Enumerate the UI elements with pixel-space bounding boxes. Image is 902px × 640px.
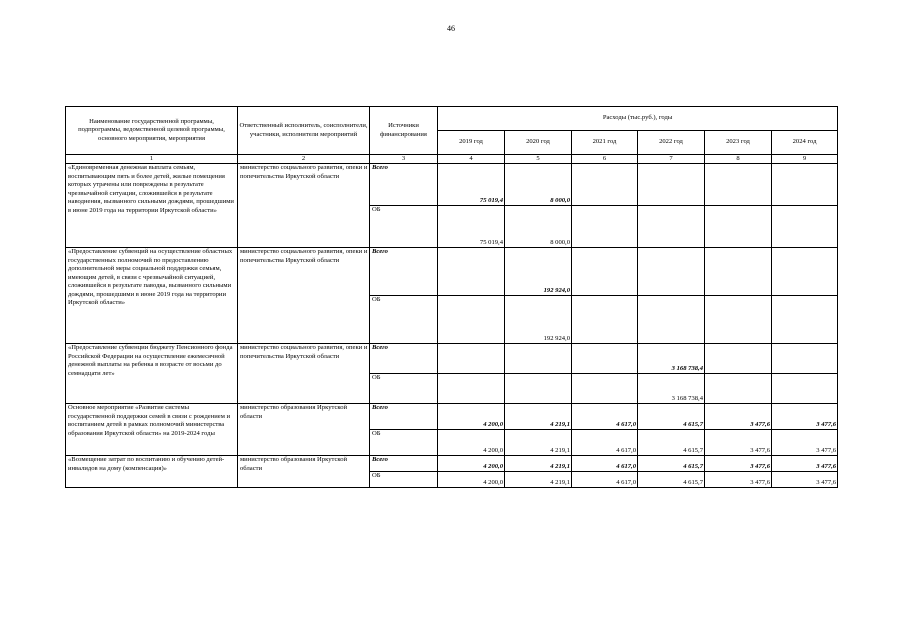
ob-value [572,374,638,404]
total-value: 3 477,6 [772,456,838,472]
page-number: 46 [447,24,455,33]
ob-value [705,374,772,404]
ob-value: 4 200,0 [438,472,505,488]
total-value: 4 200,0 [438,404,505,430]
ob-value [772,206,838,248]
header-year: 2022 год [638,131,705,155]
financing-table [65,106,838,488]
total-value [772,248,838,296]
ob-value [438,296,505,344]
ob-value: 4 200,0 [438,430,505,456]
source-ob-label: ОБ [370,472,438,488]
header-name: Наименование государственной программы, подпрограммы, ведомственной целевой программы, основного мероприятия, мероприятия [66,107,238,155]
ob-value [638,206,705,248]
total-value [572,164,638,206]
program-executor: министерство образования Иркутской области [238,456,370,488]
total-value [505,344,572,374]
column-number: 4 [438,155,505,164]
program-name: «Предоставление субвенции бюджету Пенсионного фонда Российской Федерации на осуществление ежемесячной денежной выплаты на ребенка в возрасте от восьми до семнадцати лет» [66,344,238,404]
header-year: 2020 год [505,131,572,155]
total-value [438,248,505,296]
total-value [572,248,638,296]
total-value: 75 019,4 [438,164,505,206]
ob-value: 8 000,0 [505,206,572,248]
column-number: 8 [705,155,772,164]
ob-value: 3 477,6 [772,472,838,488]
ob-value [572,296,638,344]
total-value: 3 477,6 [705,404,772,430]
source-ob-label: ОБ [370,374,438,404]
total-value: 192 924,0 [505,248,572,296]
ob-value: 4 617,0 [572,472,638,488]
ob-value [772,374,838,404]
ob-value: 75 019,4 [438,206,505,248]
ob-value: 3 168 738,4 [638,374,705,404]
program-row [66,164,838,206]
total-value [772,164,838,206]
column-number: 6 [572,155,638,164]
ob-value [772,296,838,344]
ob-value: 3 477,6 [705,430,772,456]
total-value: 4 615,7 [638,456,705,472]
total-value [572,344,638,374]
column-number: 7 [638,155,705,164]
ob-value: 4 617,0 [572,430,638,456]
source-total-label: Всего [370,404,438,430]
total-value [705,344,772,374]
ob-value: 4 615,7 [638,430,705,456]
header-expenses: Расходы (тыс.руб.), годы [438,107,838,131]
total-value [705,164,772,206]
ob-value [705,206,772,248]
source-ob-label: ОБ [370,296,438,344]
program-row [66,248,838,296]
total-value [772,344,838,374]
ob-value: 4 219,1 [505,430,572,456]
total-value [638,164,705,206]
program-name: Основное мероприятие «Развитие системы государственной поддержки семей в связи с рождением и воспитанием детей в рамках полномочий министерства образования Иркутской области» на 2019-2024 годы [66,404,238,456]
total-value: 4 617,0 [572,456,638,472]
program-row [66,344,838,374]
header-year: 2021 год [572,131,638,155]
column-number: 1 [66,155,238,164]
ob-value [705,296,772,344]
program-executor: министерство социального развития, опеки и попечительства Иркутской области [238,164,370,248]
column-number: 5 [505,155,572,164]
total-value [438,344,505,374]
source-total-label: Всего [370,164,438,206]
total-value: 3 168 738,4 [638,344,705,374]
header-year: 2024 год [772,131,838,155]
header-executor: Ответственный исполнитель, соисполнители, участники, исполнители мероприятий [238,107,370,155]
total-value: 4 615,7 [638,404,705,430]
total-value: 3 477,6 [772,404,838,430]
source-total-label: Всего [370,248,438,296]
total-value: 8 000,0 [505,164,572,206]
program-row [66,404,838,430]
program-name: «Возмещение затрат по воспитанию и обучению детей-инвалидов на дому (компенсация)» [66,456,238,488]
ob-value [638,296,705,344]
source-ob-label: ОБ [370,206,438,248]
total-value: 4 219,1 [505,456,572,472]
source-ob-label: ОБ [370,430,438,456]
source-total-label: Всего [370,456,438,472]
header-source: Источники финансирования [370,107,438,155]
total-value: 4 219,1 [505,404,572,430]
total-value: 4 200,0 [438,456,505,472]
source-total-label: Всего [370,344,438,374]
ob-value: 3 477,6 [772,430,838,456]
ob-value [572,206,638,248]
ob-value: 192 924,0 [505,296,572,344]
total-value: 3 477,6 [705,456,772,472]
ob-value [505,374,572,404]
program-executor: министерство социального развития, опеки и попечительства Иркутской области [238,248,370,344]
ob-value: 3 477,6 [705,472,772,488]
column-number: 2 [238,155,370,164]
ob-value: 4 615,7 [638,472,705,488]
program-executor: министерство социального развития, опеки и попечительства Иркутской области [238,344,370,404]
program-name: «Предоставление субвенций на осуществление областных государственных полномочий по предоставлению дополнительной меры социальной поддержки семьям, имеющим детей, в связи с чрезвычайной ситуацией, сложившейся в результате паводка, вызванного сильными дождями, прошедшими в июне 2019 года на территории Иркутской области» [66,248,238,344]
ob-value [438,374,505,404]
column-number: 9 [772,155,838,164]
total-value [638,248,705,296]
header-year: 2023 год [705,131,772,155]
program-executor: министерство образования Иркутской области [238,404,370,456]
total-value: 4 617,0 [572,404,638,430]
column-number: 3 [370,155,438,164]
program-name: «Единовременная денежная выплата семьям, воспитывающим пять и более детей, жилые помещения которых утрачены или повреждены в результате чрезвычайной ситуации, сложившейся в результате наводнения, вызванного сильными дождями, прошедшими в июне 2019 года на территории Иркутской области» [66,164,238,248]
ob-value: 4 219,1 [505,472,572,488]
total-value [705,248,772,296]
header-year: 2019 год [438,131,505,155]
program-row [66,456,838,472]
